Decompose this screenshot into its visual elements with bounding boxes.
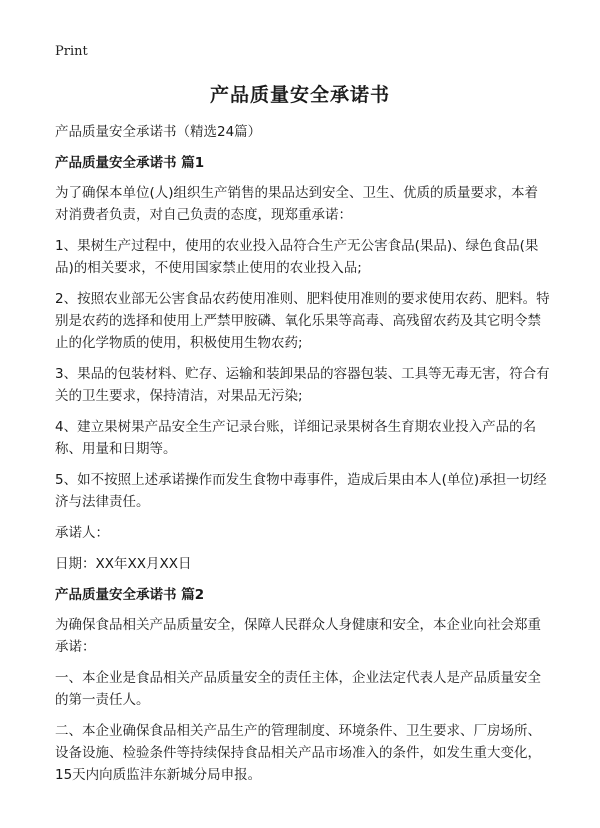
- paragraph: 为确保食品相关产品质量安全，保障人民群众人身健康和安全，本企业向社会郑重承诺：: [55, 617, 541, 655]
- print-label: Print: [55, 44, 88, 59]
- paragraph: 1、果树生产过程中，使用的农业投入品符合生产无公害食品(果品)、绿色食品(果品)的相关要求，不使用国家禁止使用的农业投入品;: [55, 238, 539, 276]
- paragraph: 4、建立果树果产品安全生产记录台账，详细记录果树各生育期农业投入产品的名称、用量和日期等。: [55, 419, 537, 457]
- paragraph: 为了确保本单位(人)组织生产销售的果品达到安全、卫生、优质的质量要求，本着对消费者负责，对自己负责的态度，现郑重承诺：: [55, 185, 539, 223]
- signer-line: 承诺人：: [55, 525, 109, 541]
- document-subtitle: 产品质量安全承诺书（精选24篇）: [55, 124, 262, 140]
- paragraph: 5、如不按照上述承诺操作而发生食物中毒事件，造成后果由本人(单位)承担一切经济与法律责任。: [55, 472, 547, 510]
- paragraph: 3、果品的包装材料、贮存、运输和装卸果品的容器包装、工具等无毒无害，符合有关的卫生要求，保持清洁，对果品无污染;: [55, 366, 550, 404]
- section-heading-2: 产品质量安全承诺书 篇2: [55, 587, 205, 603]
- paragraph: 二、本企业确保食品相关产品生产的管理制度、环境条件、卫生要求、厂房场所、设备设施、检验条件等持续保持食品相关产品市场准入的条件，如发生重大变化，15天内向质监沣东新城分局申报。: [55, 723, 541, 783]
- paragraph: 2、按照农业部无公害食品农药使用准则、肥料使用准则的要求使用农药、肥料。特别是农药的选择和使用上严禁甲胺磷、氧化乐果等高毒、高残留农药及其它明令禁止的化学物质的使用，积极使用生物农药;: [55, 291, 550, 351]
- page-title: 产品质量安全承诺书: [209, 84, 390, 106]
- document-body: [55, 121, 550, 795]
- section-heading-1: 产品质量安全承诺书 篇1: [55, 155, 205, 171]
- paragraph: 一、本企业是食品相关产品质量安全的责任主体，企业法定代表人是产品质量安全的第一责任人。: [55, 670, 541, 708]
- date-line: 日期：XX年XX月XX日: [55, 556, 192, 572]
